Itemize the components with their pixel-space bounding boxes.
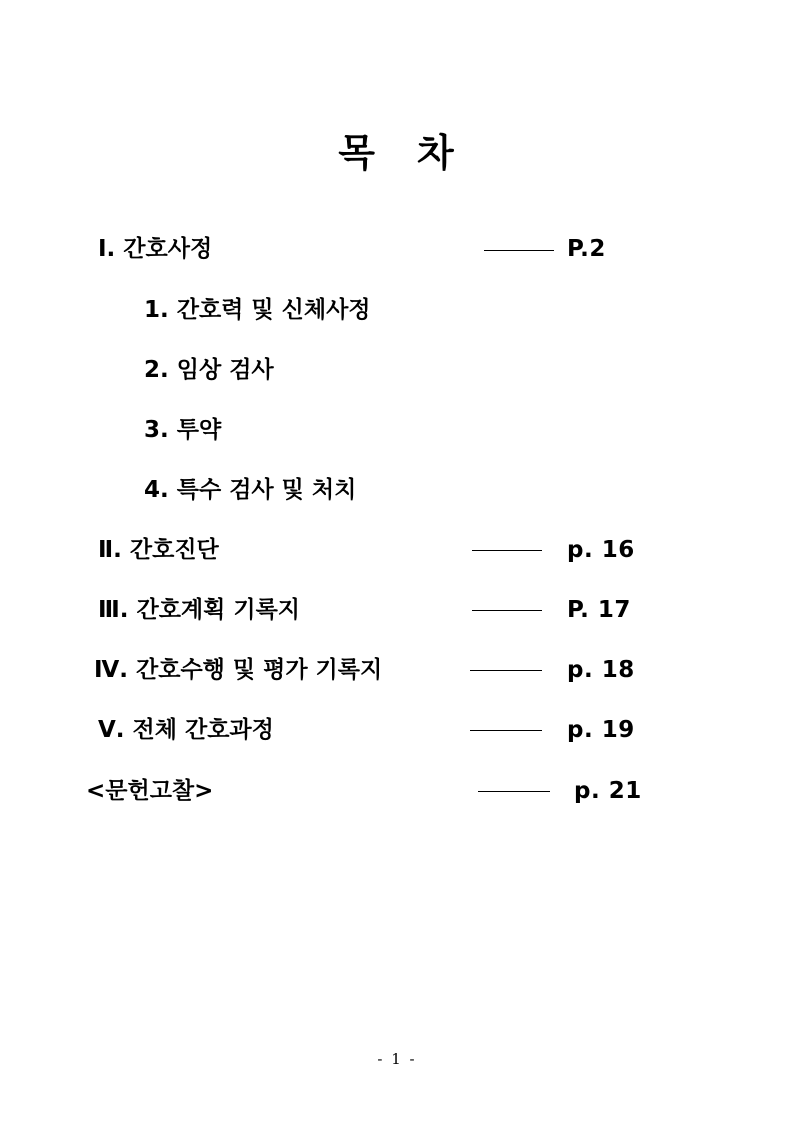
toc-entry-5[interactable] [98, 715, 274, 745]
leader-line [472, 610, 542, 611]
toc-page-number: p. 21 [574, 778, 642, 804]
page-title [0, 122, 794, 177]
toc-subentry-2[interactable] [144, 355, 274, 385]
leader-line [470, 730, 542, 731]
toc-label: Ⅳ. 간호수행 및 평가 기록지 [94, 657, 383, 683]
title-left: 목 [338, 131, 377, 175]
toc-label: Ⅲ. 간호계획 기록지 [98, 597, 301, 623]
toc-subentry-4[interactable] [144, 475, 356, 505]
toc-label: 3. 투약 [144, 417, 222, 443]
toc-label: 4. 특수 검사 및 처치 [144, 477, 357, 503]
toc-page-number: P. 17 [567, 597, 631, 623]
toc-label: <문헌고찰> [86, 778, 214, 804]
toc-label: Ⅱ. 간호진단 [98, 537, 219, 563]
leader-line [478, 791, 550, 792]
toc-page-number: p. 18 [567, 657, 635, 683]
page-number-footer: - 1 - [377, 1050, 417, 1068]
toc-subentry-3[interactable] [144, 415, 221, 445]
toc-entry-4[interactable] [94, 655, 382, 685]
toc-subentry-1[interactable] [144, 295, 371, 325]
toc-entry-1[interactable] [98, 234, 212, 264]
toc-label: Ⅰ. 간호사정 [98, 236, 213, 262]
toc-entry-2[interactable] [98, 535, 219, 565]
toc-label: 1. 간호력 및 신체사정 [144, 297, 371, 323]
toc-label: 2. 임상 검사 [144, 357, 274, 383]
toc-entry-references[interactable] [86, 776, 213, 806]
toc-page-number: p. 16 [567, 537, 635, 563]
leader-line [484, 250, 554, 251]
title-right: 차 [417, 131, 456, 175]
toc-label: Ⅴ. 전체 간호과정 [98, 717, 274, 743]
toc-entry-3[interactable] [98, 595, 300, 625]
toc-page-number: p. 19 [567, 717, 635, 743]
toc-page-number: P.2 [567, 236, 606, 262]
leader-line [472, 550, 542, 551]
leader-line [470, 670, 542, 671]
